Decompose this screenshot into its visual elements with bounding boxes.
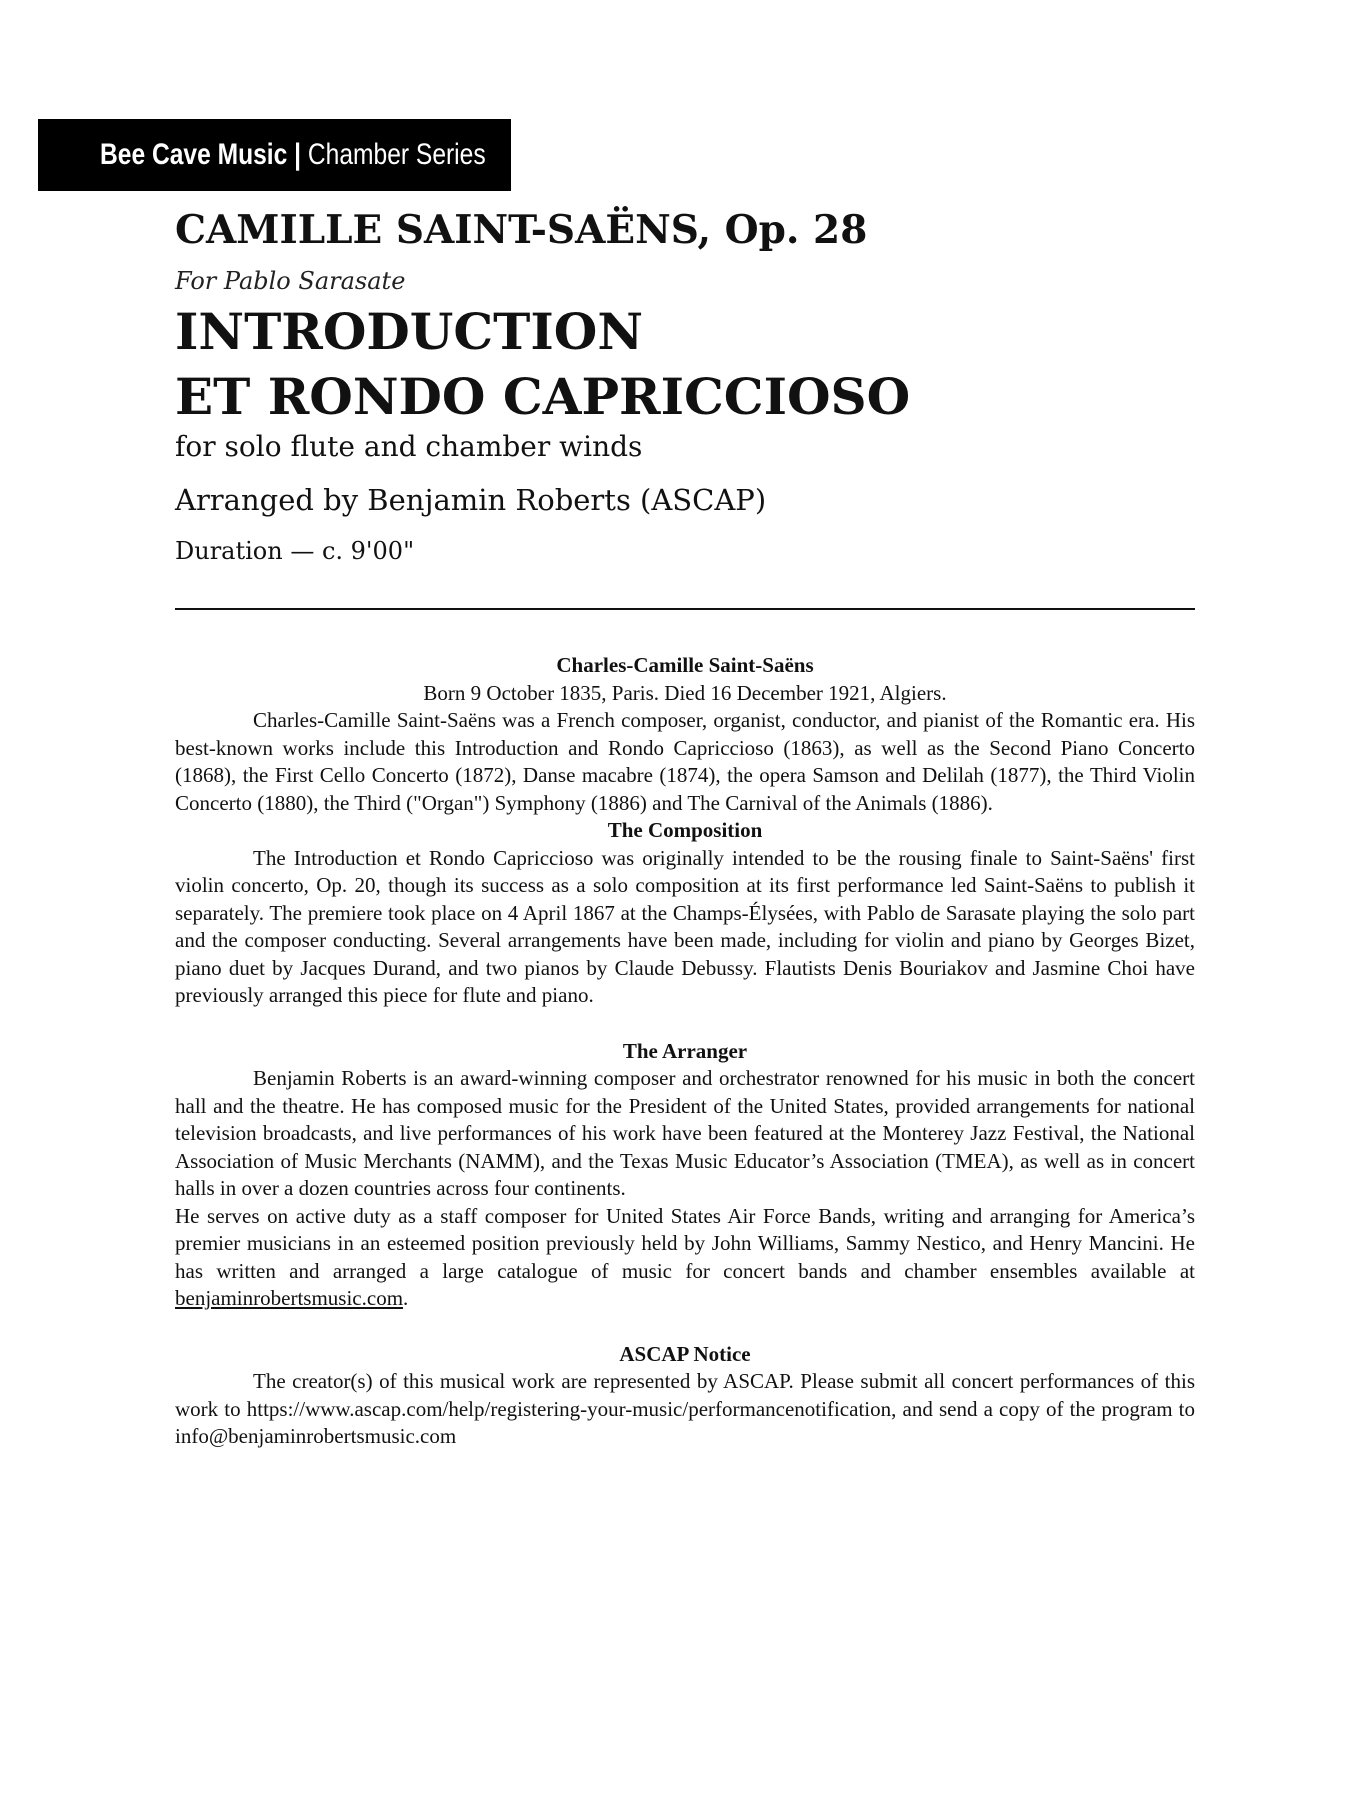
ascap-heading: ASCAP Notice (619, 1341, 751, 1366)
work-title-line-1: INTRODUCTION (175, 302, 644, 361)
composer-heading: CAMILLE SAINT-SAËNS, Op. 28 (175, 207, 868, 253)
work-title-line-2: ET RONDO CAPRICCIOSO (175, 367, 911, 426)
banner-separator: | (287, 138, 308, 171)
dedication: For Pablo Sarasate (175, 267, 406, 295)
program-notes (175, 652, 1195, 1451)
banner-brand: Bee Cave Music (100, 138, 288, 171)
arranger-text-2 (175, 1203, 1195, 1313)
bio-text: Charles-Camille Saint-Saëns was a French composer, organist, conductor, and pianist of the Romantic era. His best-known works include this Introduction and Rondo Capriccioso (1863), as well as the Second Piano Concerto (1868), the First Cello Concerto (1872), Danse macabre (1874), the opera Samson and Delilah (1877), the Third Violin Concerto (1880), the Third ("Organ") Symphony (1886) and The Carnival of the Animals (1886). (175, 708, 1195, 815)
arranger-heading: The Arranger (622, 1038, 748, 1063)
duration: Duration — c. 9'00" (175, 537, 415, 565)
divider-rule (175, 608, 1195, 610)
arranger-text-1: Benjamin Roberts is an award-winning composer and orchestrator renowned for his music in both the concert hall and the theatre. He has composed music for the President of the United States, provided arrangements for national television broadcasts, and live performances of his work have been featured at the Monterey Jazz Festival, the National Association of Music Merchants (NAMM), and the Texas Music Educator’s Association (TMEA), as well as in concert halls in over a dozen countries across four continents. (175, 1066, 1195, 1200)
composition-heading: The Composition (607, 818, 763, 842)
arranger-text-2-body: He serves on active duty as a staff composer for United States Air Force Bands, writing and arranging for America’s premier musicians in an esteemed position previously held by John Williams, Sammy Nestico, and Henry Mancini. He has written and arranged a large catalogue of music for concert bands and chamber ensembles available at (175, 1203, 1195, 1283)
banner-text (100, 138, 486, 172)
arranger-text-2-end: . (403, 1286, 409, 1310)
instrumentation: for solo flute and chamber winds (175, 430, 643, 463)
spacer (175, 1010, 1195, 1038)
website-link[interactable]: benjaminrobertsmusic.com (175, 1286, 404, 1310)
series-banner (38, 119, 511, 191)
spacer (175, 1313, 1195, 1341)
arranger-credit: Arranged by Benjamin Roberts (ASCAP) (175, 483, 767, 517)
title-block (175, 207, 1195, 566)
work-title (175, 299, 1195, 429)
bio-heading: Charles-Camille Saint-Saëns (556, 653, 814, 677)
ascap-text: The creator(s) of this musical work are represented by ASCAP. Please submit all concert performances of this work to https://www.ascap.com/help/registering-your-music/performancenotification, and send a copy of the program to info@benjaminrobertsmusic.com (175, 1369, 1195, 1448)
composition-text: The Introduction et Rondo Capriccioso was originally intended to be the rousing finale to Saint-Saëns' first violin concerto, Op. 20, though its success as a solo composition at its first performance led Saint-Saëns to publish it separately. The premiere took place on 4 April 1867 at the Champs-Élysées, with Pablo de Sarasate playing the solo part and the composer conducting. Several arrangements have been made, including for violin and piano by Georges Bizet, piano duet by Jacques Durand, and two pianos by Claude Debussy. Flautists Denis Bouriakov and Jasmine Choi have previously arranged this piece for flute and piano. (175, 845, 1195, 1007)
bio-dates: Born 9 October 1835, Paris. Died 16 December 1921, Algiers. (423, 680, 947, 705)
banner-series: Chamber Series (307, 138, 486, 171)
